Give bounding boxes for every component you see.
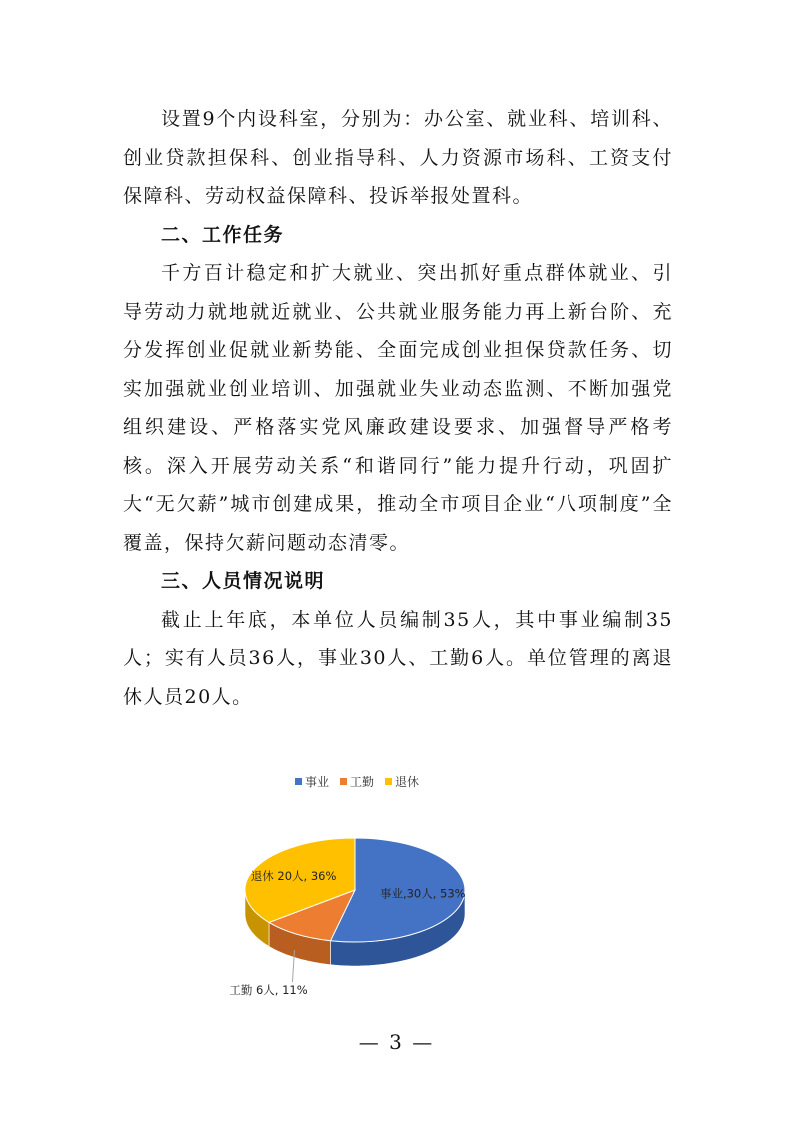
legend-label-1: 事业 — [305, 775, 330, 789]
data-label-3: 退休 20人, 36% — [250, 869, 337, 883]
paragraph-departments: 设置9个内设科室，分别为：办公室、就业科、培训科、创业贷款担保科、创业指导科、人力资源市场科、工资支付保障科、劳动权益保障科、投诉举报处置科。 — [123, 108, 673, 207]
legend-label-3: 退休 — [395, 775, 420, 789]
legend-swatch-2 — [340, 778, 347, 785]
chart-legend — [295, 774, 419, 789]
paragraph-work-tasks: 千方百计稳定和扩大就业、突出抓好重点群体就业、引导劳动力就地就近就业、公共就业服务能力再上新台阶、充分发挥创业促就业新势能、全面完成创业担保贷款任务、切实加强就业创业培训、加强就业失业动态监测、不断加强党组织建设、严格落实党风廉政建设要求、加强督导严格考核。深入开展劳动关系“和谐同行”能力提升行动，巩固扩大“无欠薪”城市创建成果，推动全市项目企业“八项制度”全覆盖，保持欠薪问题动态清零。 — [123, 262, 673, 554]
heading-personnel: 三、人员情况说明 — [161, 570, 326, 592]
heading-work-tasks: 二、工作任务 — [161, 223, 285, 246]
data-label-1: 事业,30人, 53% — [379, 886, 466, 901]
legend-swatch-1 — [295, 778, 302, 785]
legend-label-2: 工勤 — [350, 775, 375, 789]
paragraph-personnel: 截止上年底，本单位人员编制35人，其中事业编制35人；实有人员36人，事业30人、工勤6人。单位管理的离退休人员20人。 — [123, 608, 673, 708]
personnel-pie-chart — [200, 765, 600, 1010]
data-label-2: 工勤 6人, 11% — [229, 983, 308, 997]
page-number: — 3 — — [358, 1030, 435, 1054]
legend-swatch-3 — [385, 778, 392, 785]
document-body — [123, 100, 673, 716]
